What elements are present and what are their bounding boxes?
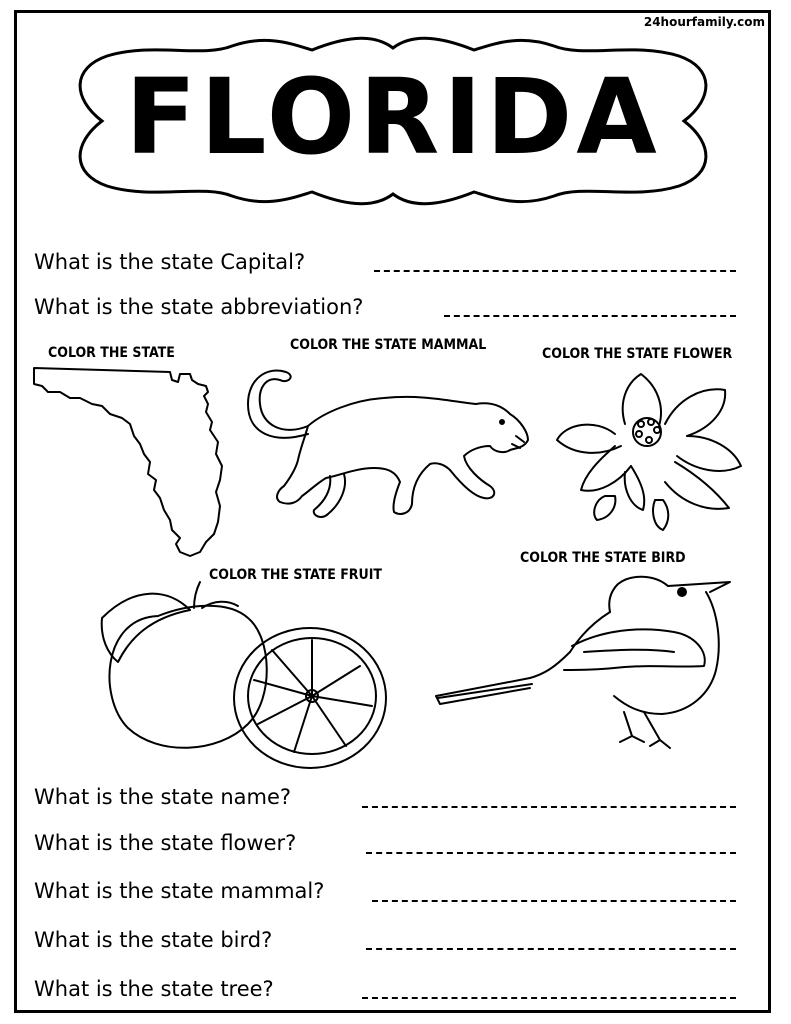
question-state-flower: What is the state flower? [34,831,297,855]
panther-icon [244,364,534,524]
answer-blank-state-mammal[interactable] [372,900,736,902]
mockingbird-icon [434,572,739,757]
question-state-mammal: What is the state mammal? [34,879,325,903]
answer-blank-state-flower[interactable] [366,852,736,854]
label-color-bird: COLOR THE STATE BIRD [520,550,686,566]
question-state-name: What is the state name? [34,785,292,809]
answer-blank-state-bird[interactable] [366,948,736,950]
orange-fruit-icon [98,578,388,778]
answer-blank-state-tree[interactable] [362,997,736,999]
magnolia-flower-icon [555,370,750,535]
answer-blank-capital[interactable] [374,270,736,272]
label-color-state: COLOR THE STATE [48,345,175,361]
label-color-fruit: COLOR THE STATE FRUIT [209,567,383,583]
question-state-tree: What is the state tree? [34,977,274,1001]
answer-blank-abbreviation[interactable] [444,315,736,317]
label-color-mammal: COLOR THE STATE MAMMAL [290,337,487,353]
question-capital: What is the state Capital? [34,250,306,274]
answer-blank-state-name[interactable] [362,806,736,808]
question-state-bird: What is the state bird? [34,928,273,952]
page-title: FLORIDA [125,56,661,178]
label-color-flower: COLOR THE STATE FLOWER [542,346,733,362]
question-abbreviation: What is the state abbreviation? [34,295,364,319]
florida-map-icon [30,362,225,560]
site-credit: 24hourfamily.com [643,15,765,29]
